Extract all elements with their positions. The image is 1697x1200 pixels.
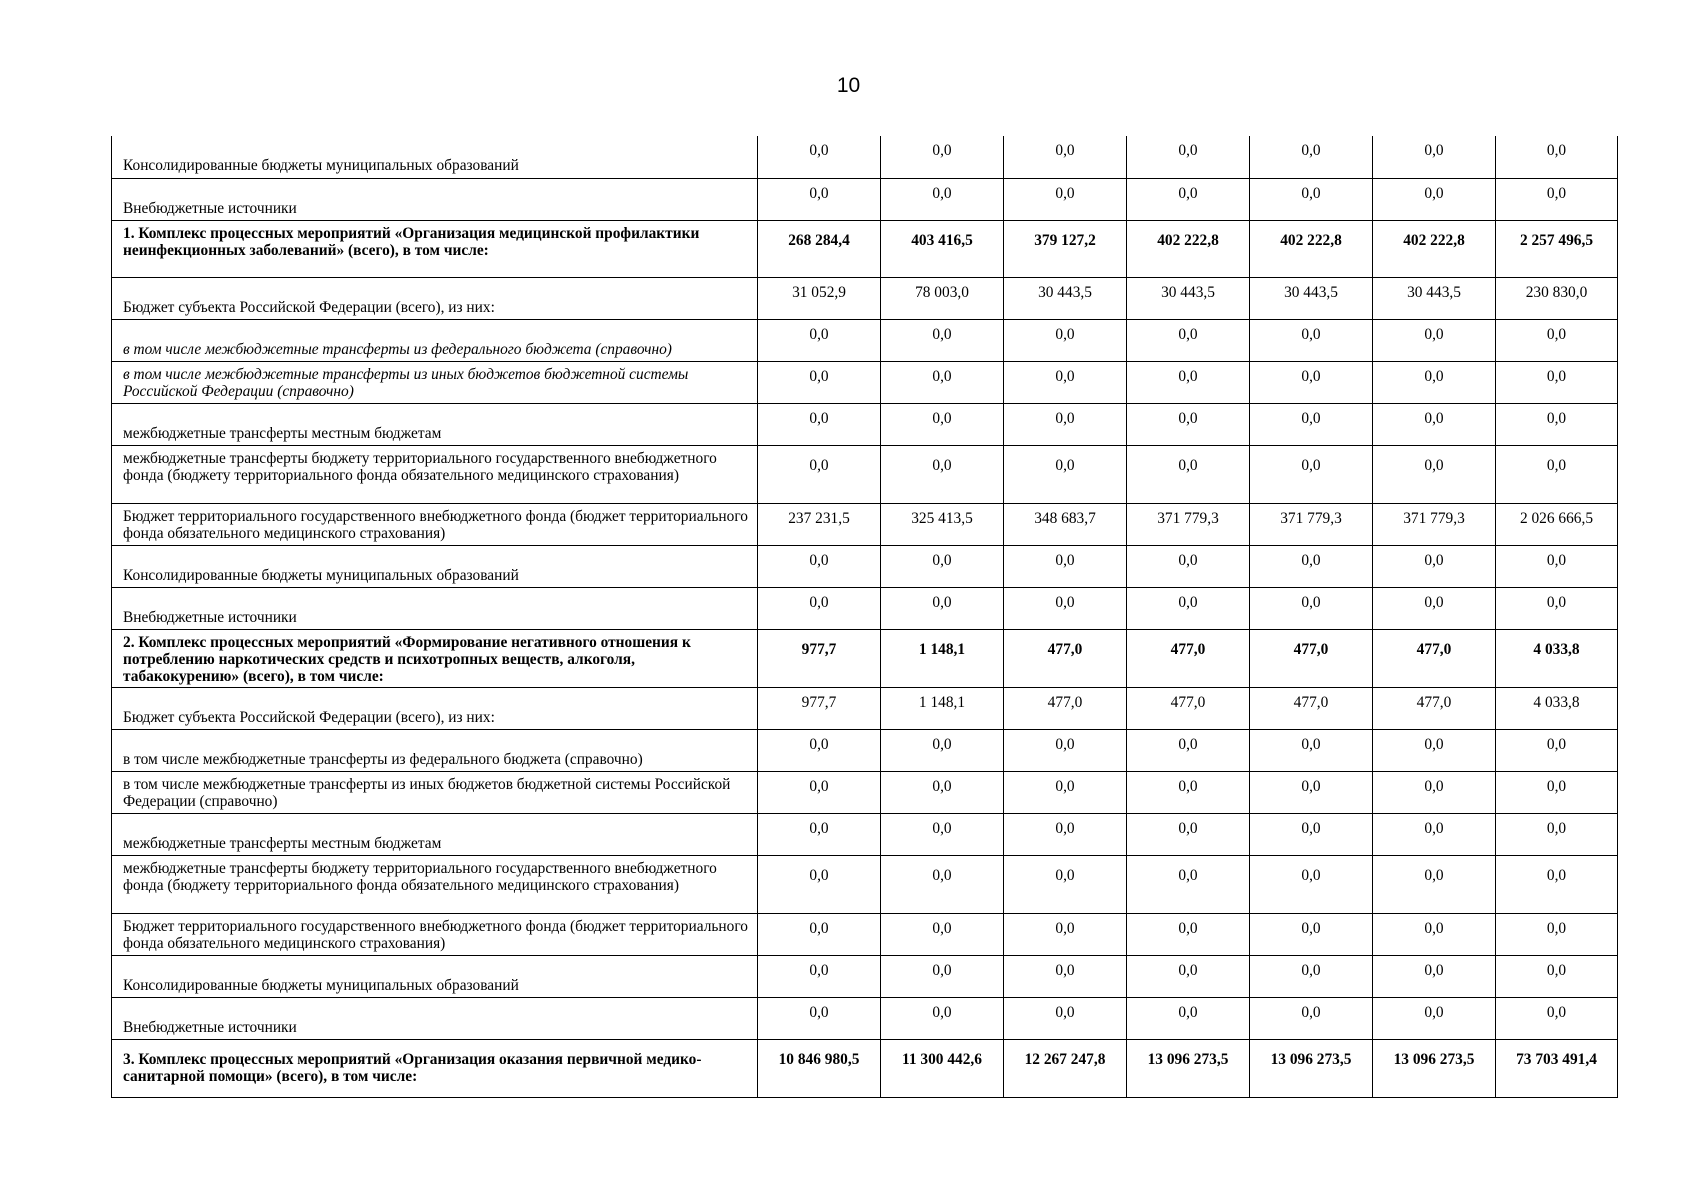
- row-label: в том числе межбюджетные трансферты из иных бюджетов бюджетной системы Российской Федерации (справочно): [112, 361, 758, 403]
- value-cell: 477,0: [1250, 629, 1373, 687]
- value-cell: 0,0: [1373, 178, 1496, 220]
- table-row: [112, 587, 1618, 629]
- value-cell: 402 222,8: [1127, 220, 1250, 277]
- value-cell: 0,0: [758, 813, 881, 855]
- value-cell: 0,0: [1250, 319, 1373, 361]
- value-cell: 0,0: [1250, 445, 1373, 503]
- value-cell: 0,0: [881, 771, 1004, 813]
- value-cell: 0,0: [1496, 855, 1618, 913]
- table-row: [112, 997, 1618, 1039]
- value-cell: 402 222,8: [1250, 220, 1373, 277]
- row-label: межбюджетные трансферты бюджету территориального государственного внебюджетного фонда (бюджету территориального фонда обязательного медицинского страхования): [112, 855, 758, 913]
- value-cell: 0,0: [1496, 729, 1618, 771]
- value-cell: 78 003,0: [881, 277, 1004, 319]
- value-cell: 30 443,5: [1127, 277, 1250, 319]
- value-cell: 0,0: [1127, 587, 1250, 629]
- value-cell: 0,0: [1004, 361, 1127, 403]
- value-cell: 2 026 666,5: [1496, 503, 1618, 545]
- value-cell: 0,0: [1004, 545, 1127, 587]
- value-cell: 0,0: [1373, 913, 1496, 955]
- value-cell: 0,0: [881, 403, 1004, 445]
- value-cell: 31 052,9: [758, 277, 881, 319]
- value-cell: 0,0: [1373, 997, 1496, 1039]
- value-cell: 13 096 273,5: [1250, 1039, 1373, 1097]
- value-cell: 0,0: [1373, 403, 1496, 445]
- table-row: [112, 855, 1618, 913]
- row-label: в том числе межбюджетные трансферты из федерального бюджета (справочно): [112, 729, 758, 771]
- row-label: в том числе межбюджетные трансферты из федерального бюджета (справочно): [112, 319, 758, 361]
- value-cell: 0,0: [1373, 587, 1496, 629]
- table-row: [112, 178, 1618, 220]
- value-cell: 477,0: [1127, 629, 1250, 687]
- value-cell: 0,0: [1004, 813, 1127, 855]
- value-cell: 0,0: [1127, 136, 1250, 178]
- value-cell: 13 096 273,5: [1127, 1039, 1250, 1097]
- value-cell: 0,0: [1127, 913, 1250, 955]
- value-cell: 0,0: [1496, 997, 1618, 1039]
- row-label: 2. Комплекс процессных мероприятий «Формирование негативного отношения к потреблению наркотических средств и психотропных веществ, алкоголя, табакокурению» (всего), в том числе:: [112, 629, 758, 687]
- value-cell: 477,0: [1373, 629, 1496, 687]
- value-cell: 371 779,3: [1127, 503, 1250, 545]
- value-cell: 403 416,5: [881, 220, 1004, 277]
- table-row: [112, 813, 1618, 855]
- value-cell: 379 127,2: [1004, 220, 1127, 277]
- value-cell: 0,0: [1004, 587, 1127, 629]
- row-label: 1. Комплекс процессных мероприятий «Организация медицинской профилактики неинфекционных заболеваний» (всего), в том числе:: [112, 220, 758, 277]
- value-cell: 977,7: [758, 687, 881, 729]
- value-cell: 0,0: [1127, 997, 1250, 1039]
- value-cell: 477,0: [1004, 629, 1127, 687]
- budget-table: [111, 136, 1618, 1098]
- value-cell: 0,0: [1496, 913, 1618, 955]
- value-cell: 348 683,7: [1004, 503, 1127, 545]
- row-label: в том числе межбюджетные трансферты из иных бюджетов бюджетной системы Российской Федерации (справочно): [112, 771, 758, 813]
- value-cell: 0,0: [758, 403, 881, 445]
- table-row: [112, 955, 1618, 997]
- value-cell: 0,0: [1373, 545, 1496, 587]
- value-cell: 0,0: [1250, 729, 1373, 771]
- row-label: Внебюджетные источники: [112, 178, 758, 220]
- value-cell: 0,0: [1496, 178, 1618, 220]
- value-cell: 0,0: [1127, 361, 1250, 403]
- value-cell: 0,0: [1250, 361, 1373, 403]
- row-label: Внебюджетные источники: [112, 587, 758, 629]
- row-label: Консолидированные бюджеты муниципальных образований: [112, 136, 758, 178]
- value-cell: 0,0: [1004, 136, 1127, 178]
- value-cell: 0,0: [881, 955, 1004, 997]
- value-cell: 10 846 980,5: [758, 1039, 881, 1097]
- value-cell: 0,0: [881, 813, 1004, 855]
- value-cell: 0,0: [1250, 771, 1373, 813]
- value-cell: 0,0: [1496, 813, 1618, 855]
- value-cell: 0,0: [881, 178, 1004, 220]
- value-cell: 0,0: [1127, 445, 1250, 503]
- value-cell: 0,0: [1373, 729, 1496, 771]
- table-row: [112, 403, 1618, 445]
- value-cell: 0,0: [1004, 955, 1127, 997]
- row-label: Консолидированные бюджеты муниципальных образований: [112, 545, 758, 587]
- value-cell: 0,0: [1373, 445, 1496, 503]
- table-row: [112, 545, 1618, 587]
- value-cell: 0,0: [1373, 771, 1496, 813]
- value-cell: 1 148,1: [881, 687, 1004, 729]
- value-cell: 0,0: [1496, 403, 1618, 445]
- table-row: [112, 136, 1618, 178]
- value-cell: 402 222,8: [1373, 220, 1496, 277]
- value-cell: 0,0: [758, 136, 881, 178]
- value-cell: 13 096 273,5: [1373, 1039, 1496, 1097]
- value-cell: 0,0: [881, 136, 1004, 178]
- row-label: Консолидированные бюджеты муниципальных образований: [112, 955, 758, 997]
- value-cell: 0,0: [1496, 955, 1618, 997]
- value-cell: 0,0: [881, 913, 1004, 955]
- value-cell: 0,0: [1127, 771, 1250, 813]
- value-cell: 0,0: [758, 913, 881, 955]
- value-cell: 0,0: [1127, 403, 1250, 445]
- value-cell: 12 267 247,8: [1004, 1039, 1127, 1097]
- table-row-section-header: [112, 629, 1618, 687]
- value-cell: 0,0: [1250, 587, 1373, 629]
- table-row: [112, 445, 1618, 503]
- table-row: [112, 687, 1618, 729]
- value-cell: 30 443,5: [1373, 277, 1496, 319]
- value-cell: 0,0: [1250, 855, 1373, 913]
- value-cell: 0,0: [1127, 545, 1250, 587]
- value-cell: 0,0: [881, 587, 1004, 629]
- value-cell: 4 033,8: [1496, 629, 1618, 687]
- value-cell: 0,0: [1373, 319, 1496, 361]
- value-cell: 73 703 491,4: [1496, 1039, 1618, 1097]
- value-cell: 0,0: [1250, 545, 1373, 587]
- value-cell: 0,0: [758, 997, 881, 1039]
- table-row-section-header: [112, 1039, 1618, 1097]
- value-cell: 0,0: [1496, 361, 1618, 403]
- value-cell: 4 033,8: [1496, 687, 1618, 729]
- value-cell: 0,0: [881, 855, 1004, 913]
- value-cell: 0,0: [758, 729, 881, 771]
- value-cell: 0,0: [1496, 771, 1618, 813]
- value-cell: 30 443,5: [1250, 277, 1373, 319]
- value-cell: 0,0: [1373, 813, 1496, 855]
- value-cell: 0,0: [758, 771, 881, 813]
- value-cell: 30 443,5: [1004, 277, 1127, 319]
- row-label: межбюджетные трансферты местным бюджетам: [112, 403, 758, 445]
- value-cell: 0,0: [1250, 136, 1373, 178]
- value-cell: 0,0: [758, 178, 881, 220]
- value-cell: 477,0: [1127, 687, 1250, 729]
- value-cell: 0,0: [1496, 445, 1618, 503]
- row-label: Бюджет территориального государственного внебюджетного фонда (бюджет территориального фонда обязательного медицинского страхования): [112, 503, 758, 545]
- value-cell: 0,0: [1127, 813, 1250, 855]
- value-cell: 0,0: [1127, 178, 1250, 220]
- value-cell: 0,0: [1004, 997, 1127, 1039]
- value-cell: 0,0: [1250, 913, 1373, 955]
- value-cell: 371 779,3: [1373, 503, 1496, 545]
- value-cell: 0,0: [758, 855, 881, 913]
- value-cell: 0,0: [1496, 136, 1618, 178]
- value-cell: 0,0: [758, 445, 881, 503]
- value-cell: 0,0: [1127, 855, 1250, 913]
- value-cell: 0,0: [881, 545, 1004, 587]
- value-cell: 0,0: [1127, 319, 1250, 361]
- value-cell: 230 830,0: [1496, 277, 1618, 319]
- value-cell: 0,0: [758, 319, 881, 361]
- value-cell: 0,0: [881, 445, 1004, 503]
- value-cell: 0,0: [881, 729, 1004, 771]
- value-cell: 1 148,1: [881, 629, 1004, 687]
- value-cell: 0,0: [1373, 136, 1496, 178]
- value-cell: 11 300 442,6: [881, 1039, 1004, 1097]
- value-cell: 0,0: [881, 319, 1004, 361]
- table-row: [112, 319, 1618, 361]
- value-cell: 0,0: [1127, 955, 1250, 997]
- table-row: [112, 277, 1618, 319]
- value-cell: 0,0: [1373, 361, 1496, 403]
- value-cell: 0,0: [1004, 729, 1127, 771]
- table-row: [112, 913, 1618, 955]
- table-row: [112, 503, 1618, 545]
- row-label: Бюджет территориального государственного внебюджетного фонда (бюджет территориального фонда обязательного медицинского страхования): [112, 913, 758, 955]
- value-cell: 268 284,4: [758, 220, 881, 277]
- value-cell: 0,0: [1250, 178, 1373, 220]
- table-row: [112, 729, 1618, 771]
- table-row-section-header: [112, 220, 1618, 277]
- value-cell: 371 779,3: [1250, 503, 1373, 545]
- row-label: межбюджетные трансферты местным бюджетам: [112, 813, 758, 855]
- value-cell: 0,0: [881, 361, 1004, 403]
- value-cell: 0,0: [1004, 913, 1127, 955]
- page-number: 10: [836, 74, 861, 97]
- value-cell: 0,0: [1004, 403, 1127, 445]
- row-label: 3. Комплекс процессных мероприятий «Организация оказания первичной медико-санитарной помощи» (всего), в том числе:: [112, 1039, 758, 1097]
- value-cell: 0,0: [758, 545, 881, 587]
- value-cell: 0,0: [1250, 997, 1373, 1039]
- value-cell: 0,0: [1496, 319, 1618, 361]
- table-row: [112, 771, 1618, 813]
- value-cell: 977,7: [758, 629, 881, 687]
- value-cell: 0,0: [1496, 545, 1618, 587]
- value-cell: 0,0: [1004, 178, 1127, 220]
- value-cell: 477,0: [1373, 687, 1496, 729]
- value-cell: 477,0: [1250, 687, 1373, 729]
- value-cell: 0,0: [1004, 855, 1127, 913]
- value-cell: 0,0: [1004, 771, 1127, 813]
- value-cell: 0,0: [758, 361, 881, 403]
- row-label: межбюджетные трансферты бюджету территориального государственного внебюджетного фонда (бюджету территориального фонда обязательного медицинского страхования): [112, 445, 758, 503]
- value-cell: 0,0: [1373, 955, 1496, 997]
- value-cell: 0,0: [1373, 855, 1496, 913]
- value-cell: 0,0: [1127, 729, 1250, 771]
- row-label: Бюджет субъекта Российской Федерации (всего), из них:: [112, 687, 758, 729]
- value-cell: 2 257 496,5: [1496, 220, 1618, 277]
- row-label: Внебюджетные источники: [112, 997, 758, 1039]
- value-cell: 0,0: [1004, 319, 1127, 361]
- value-cell: 0,0: [1004, 445, 1127, 503]
- row-label: Бюджет субъекта Российской Федерации (всего), из них:: [112, 277, 758, 319]
- value-cell: 0,0: [1250, 813, 1373, 855]
- value-cell: 0,0: [1250, 955, 1373, 997]
- value-cell: 237 231,5: [758, 503, 881, 545]
- table-row: [112, 361, 1618, 403]
- value-cell: 0,0: [758, 587, 881, 629]
- value-cell: 477,0: [1004, 687, 1127, 729]
- value-cell: 0,0: [881, 997, 1004, 1039]
- value-cell: 0,0: [1496, 587, 1618, 629]
- value-cell: 0,0: [1250, 403, 1373, 445]
- value-cell: 325 413,5: [881, 503, 1004, 545]
- value-cell: 0,0: [758, 955, 881, 997]
